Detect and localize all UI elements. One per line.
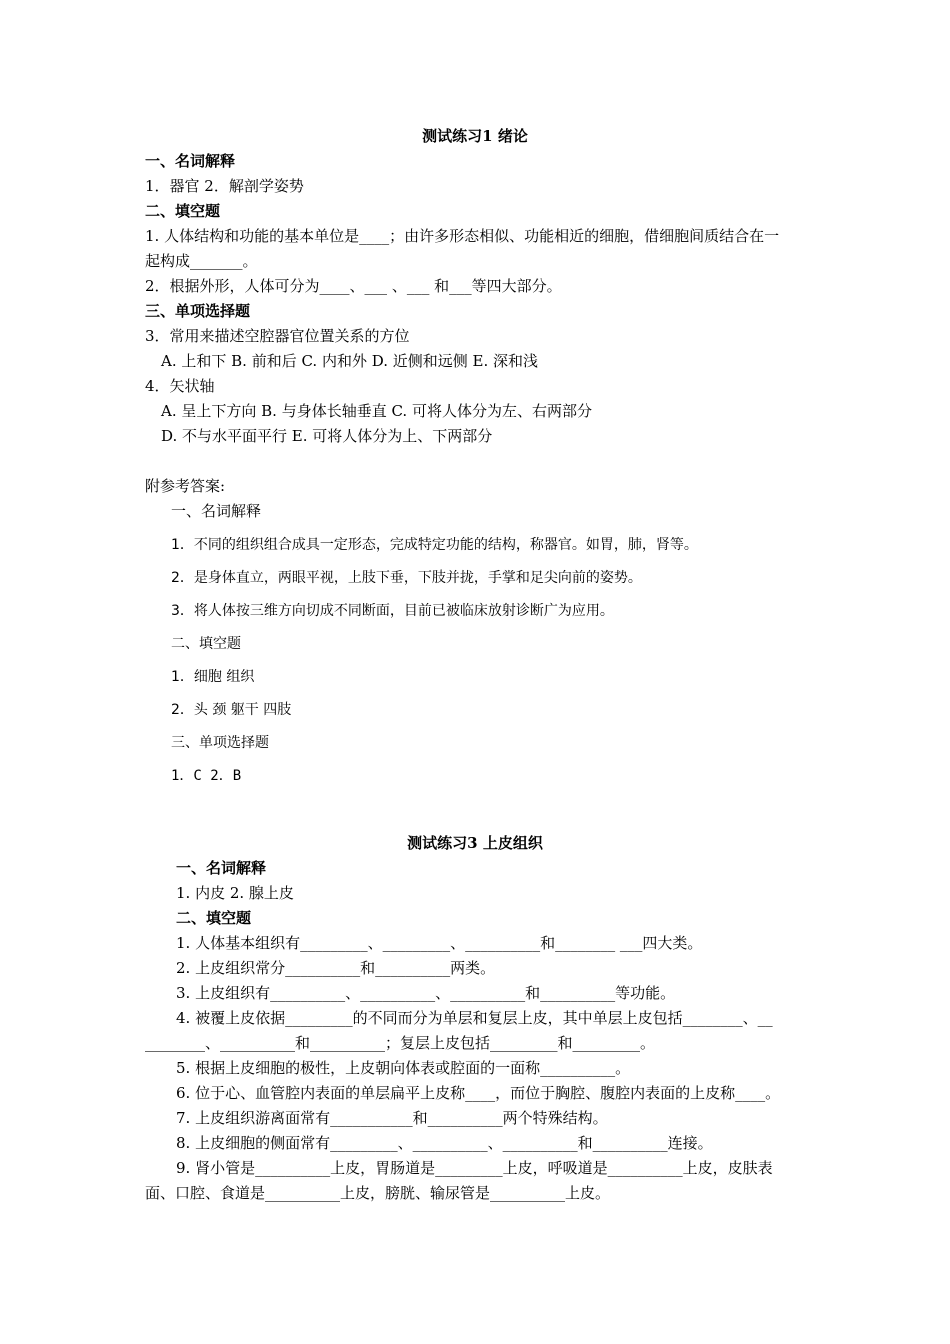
section1-choice-q4-options-2: D. 不与水平面平行 E. 可将人体分为上、下两部分: [161, 427, 493, 445]
section1-title: 测试练习1 绪论: [422, 127, 528, 145]
section3-heading-terms: 一、名词解释: [176, 859, 267, 877]
answers-heading: 附参考答案:: [145, 477, 226, 495]
section1-choice-q3: 3．常用来描述空腔器官位置关系的方位: [145, 327, 410, 345]
section3-fill-4-line2: ________、__________和__________；复层上皮包括_________和_________。: [145, 1034, 656, 1052]
section3-fill-2: 2. 上皮组织常分__________和__________两类。: [176, 959, 496, 977]
section3-terms: 1. 内皮 2. 腺上皮: [176, 884, 294, 902]
answer-term-3: 3．将人体按三维方向切成不同断面，目前已被临床放射诊断广为应用。: [171, 603, 614, 619]
answer-fill-1: 1．细胞 组织: [171, 669, 255, 685]
answers-heading-terms: 一、名词解释: [171, 502, 262, 520]
section3-fill-9-line2: 面、口腔、食道是__________上皮，膀胱、输尿管是__________上皮。: [145, 1184, 611, 1202]
section1-fill-q2: 2．根据外形，人体可分为____、___ 、___ 和___等四大部分。: [145, 277, 562, 295]
section1-fill-q1-line1: 1. 人体结构和功能的基本单位是____；由许多形态相似、功能相近的细胞，借细胞间质结合在一: [145, 227, 780, 245]
section3-fill-7: 7. 上皮组织游离面常有___________和__________两个特殊结构。: [176, 1109, 608, 1127]
section1-choice-q4-options-1: A. 呈上下方向 B. 与身体长轴垂直 C. 可将人体分为左、右两部分: [161, 402, 592, 420]
answers-heading-fill: 二、填空题: [171, 636, 241, 652]
answer-choice: 1．C 2．B: [171, 768, 242, 784]
section3-fill-9-line1: 9. 肾小管是__________上皮，胃肠道是_________上皮，呼吸道是__________上皮，皮肤表: [176, 1159, 773, 1177]
section3-fill-5: 5. 根据上皮细胞的极性，上皮朝向体表或腔面的一面称__________。: [176, 1059, 631, 1077]
section1-fill-q1-line2: 起构成_______。: [145, 252, 258, 270]
answer-fill-2: 2．头 颈 躯干 四肢: [171, 702, 292, 718]
section3-fill-4-line1: 4. 被覆上皮依据_________的不同而分为单层和复层上皮，其中单层上皮包括________、__: [176, 1009, 773, 1027]
section1-heading-choice: 三、单项选择题: [145, 302, 251, 320]
section3-fill-1: 1. 人体基本组织有_________、_________、__________和________ ___四大类。: [176, 934, 703, 952]
section1-heading-terms: 一、名词解释: [145, 152, 236, 170]
section3-fill-8: 8. 上皮细胞的侧面常有_________、__________、__________和__________连接。: [176, 1134, 713, 1152]
section3-title: 测试练习3 上皮组织: [407, 834, 543, 852]
section3-fill-6: 6. 位于心、血管腔内表面的单层扁平上皮称____，而位于胸腔、腹腔内表面的上皮称____。: [176, 1084, 781, 1102]
section1-choice-q3-options: A. 上和下 B. 前和后 C. 内和外 D. 近侧和远侧 E. 深和浅: [161, 352, 538, 370]
section3-heading-fill: 二、填空题: [176, 909, 252, 927]
section3-fill-3: 3. 上皮组织有__________、__________、__________和__________等功能。: [176, 984, 676, 1002]
answer-term-1: 1．不同的组织组合成具一定形态，完成特定功能的结构，称器官。如胃，肺，肾等。: [171, 537, 698, 553]
section1-heading-fill: 二、填空题: [145, 202, 221, 220]
answer-term-2: 2．是身体直立，两眼平视，上肢下垂，下肢并拢，手掌和足尖向前的姿势。: [171, 570, 642, 586]
answers-heading-choice: 三、单项选择题: [171, 735, 269, 751]
section1-terms: 1．器官 2．解剖学姿势: [145, 177, 304, 195]
section1-choice-q4: 4．矢状轴: [145, 377, 215, 395]
